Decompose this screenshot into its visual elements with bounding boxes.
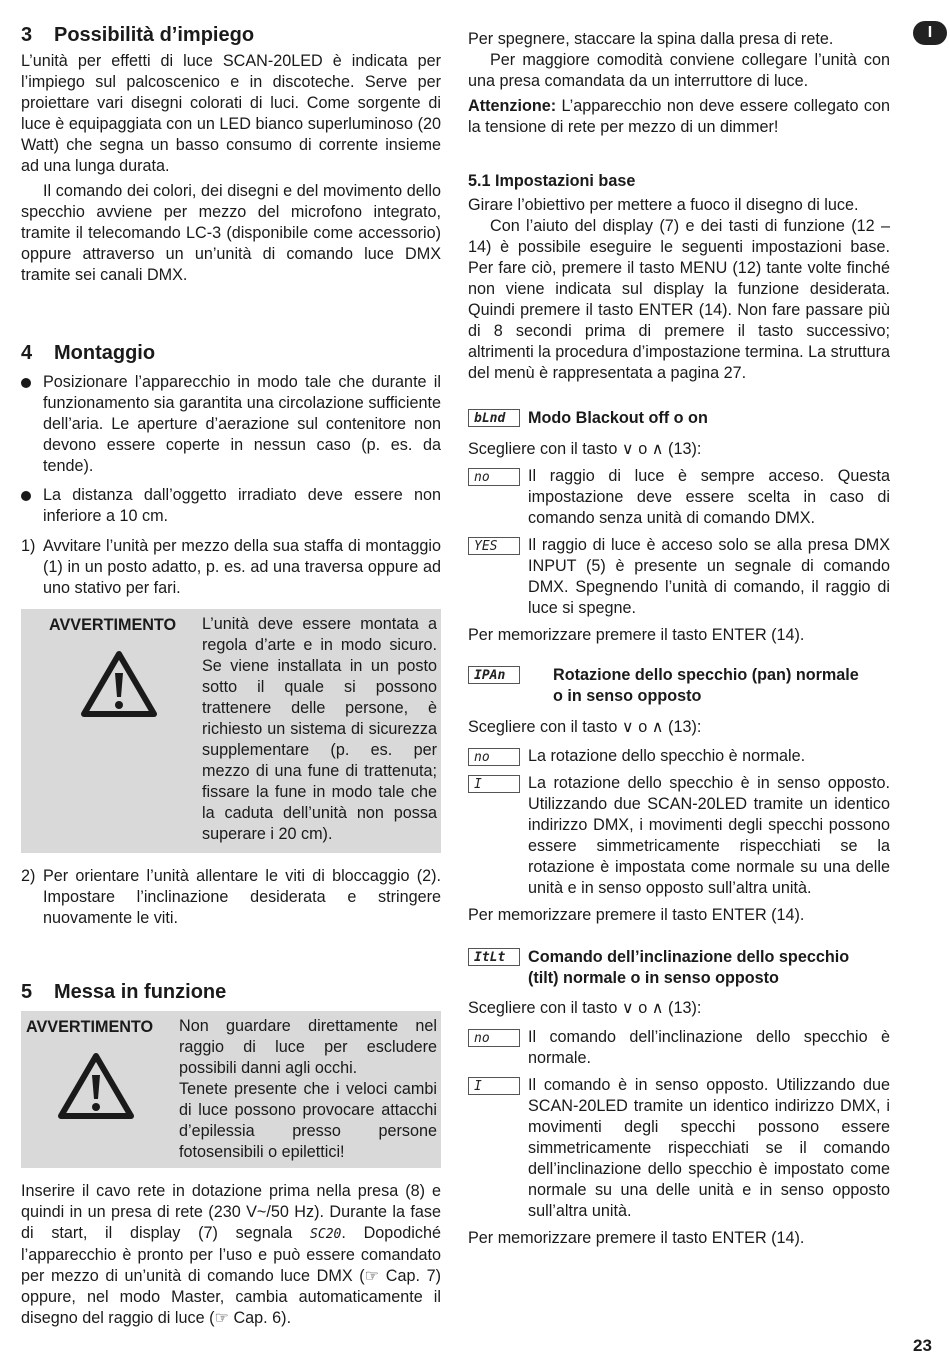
warning-text: L’unità deve essere montata a regola d’arte e in modo sicuro. Se viene installata in un posto sotto il quale si possono trattenere delle persone, è richiesto un sistema di sicurezza supplementare (p. es. per mezzo di una fune di trattenuta; fissare la fune in modo tale che la caduta dell’unità non possa superare i 20 cm). xyxy=(202,615,437,843)
sec5-paragraph-1: Inserire il cavo rete in dotazione prima nella presa (8) e quindi in un presa di rete (230 V~/50 Hz). Durante la fase di start, il display (7) segnala SC20. Dopodiché l’apparecchio è pronto per l’uso e può essere comandato per mezzo di un’unità di comando luce DMX (☞ Cap. 7) oppure, nel modo Master, cambia automaticamente il disegno del raggio di luce (☞ Cap. 6). xyxy=(21,1182,441,1327)
bullet-dot-icon xyxy=(21,491,31,501)
section-3-heading: 3 Possibilità d’impiego xyxy=(21,24,255,46)
section-4-heading: 4 Montaggio xyxy=(21,342,156,364)
display-code: bLnd xyxy=(468,409,520,427)
sec3-paragraph-1: L’unità per effetti di luce SCAN-20LED è indicata per l’impiego sul palcoscenico e in discoteche. Serve per proiettare vari disegni colorati di luci. Come sorgente di luce è equipaggiata con un LED bianco superluminoso (20 Watt) che segna un basso consumo di corrente insieme ad una lunga durata. xyxy=(21,52,441,175)
mounting-warning-box xyxy=(21,609,441,853)
attention-note: Attenzione: L’apparecchio non deve essere collegato con la tensione di rete per mezzo di un dimmer! xyxy=(468,97,890,136)
bullet-item: Posizionare l’apparecchio in modo tale che durante il funzionamento sia garantita una circolazione sufficiente dell’aria. Le aperture d’aerazione sul contenitore non devono essere coperte in nessun caso (p. es. da tende). xyxy=(21,372,441,477)
sec51-paragraph-2: Con l’aiuto del display (7) e dei tasti di funzione (12 – 14) è possibile eseguire le seguenti impostazioni base. Per fare ciò, premere il tasto MENU (12) tante volte finché non viene indicata sul display la funzione desiderata. Quindi premere il tasto ENTER (14). Non fare passare più di 8 secondi prima di premere il tasto successivo; altrimenti la procedura d’impostazione termina. La struttura del menù è rappresentata a pagina 27. xyxy=(468,217,890,382)
bullet-item: La distanza dall’oggetto irradiato deve essere non inferiore a 10 cm. xyxy=(21,485,441,527)
warning-triangle-icon xyxy=(56,1051,136,1121)
choose-instruction: Scegliere con il tasto ∨ o ∧ (13): xyxy=(468,999,702,1017)
language-tab: I xyxy=(913,21,947,45)
sec5-paragraph-2: Per maggiore comodità conviene collegare l’unità con una presa comandata da un interruttore di luce. xyxy=(468,51,890,90)
choose-instruction: Scegliere con il tasto ∨ o ∧ (13): xyxy=(468,440,702,458)
bullet-dot-icon xyxy=(21,378,31,388)
right-column xyxy=(468,22,890,1249)
option-item: no Il raggio di luce è sempre acceso. Questa impostazione deve essere scelta in caso di comando senza unità di comando DMX. xyxy=(468,466,890,529)
sec5-spegnere: Per spegnere, staccare la spina dalla presa di rete. xyxy=(468,30,834,48)
pan-heading: IPAn Rotazione dello specchio (pan) normale o in senso opposto xyxy=(468,665,890,707)
left-column xyxy=(21,22,441,1329)
section-5-1-heading: 5.1 Impostazioni base xyxy=(468,172,636,190)
option-item: no La rotazione dello specchio è normale. xyxy=(468,746,890,767)
sec51-paragraph-1: Girare l’obiettivo per mettere a fuoco il disegno di luce. xyxy=(468,196,859,214)
display-code: no xyxy=(468,748,520,766)
sec3-paragraph-2: Il comando dei colori, dei disegni e del movimento dello specchio avviene per mezzo del microfono integrato, tramite il telecomando LC-3 (disponibile come accessorio) oppure attraverso un un’unità di comando luce DMX tramite sei canali DMX. xyxy=(21,182,441,284)
step-2: 2) Per orientare l’unità allentare le viti di bloccaggio (2). Impostare l’inclinazione desiderata e stringere nuovamente le viti. xyxy=(21,867,441,927)
display-code: IPAn xyxy=(468,666,520,684)
page-number: 23 xyxy=(913,1336,932,1355)
warning-label: AVVERTIMENTO xyxy=(26,1018,154,1036)
store-instruction: Per memorizzare premere il tasto ENTER (14). xyxy=(468,906,805,924)
display-code: I xyxy=(468,775,520,793)
step-1: 1) Avvitare l’unità per mezzo della sua staffa di montaggio (1) in un posto adatto, p. es. ad una traversa oppure ad uno stativo per fari. xyxy=(21,537,441,597)
store-instruction: Per memorizzare premere il tasto ENTER (14). xyxy=(468,1229,805,1247)
store-instruction: Per memorizzare premere il tasto ENTER (14). xyxy=(468,626,805,644)
display-code: no xyxy=(468,1029,520,1047)
display-code: YES xyxy=(468,537,520,555)
display-readout: SC20 xyxy=(310,1227,342,1242)
tilt-heading: ItLt Comando dell’inclinazione dello specchio (tilt) normale o in senso opposto xyxy=(468,947,890,989)
choose-instruction: Scegliere con il tasto ∨ o ∧ (13): xyxy=(468,718,702,736)
section-5-heading: 5 Messa in funzione xyxy=(21,981,227,1003)
option-item: I Il comando è in senso opposto. Utilizzando due SCAN-20LED tramite un identico indirizzo DMX, i movimenti degli specchi possono essere simmetricamente rispecchiati se il comando dell’inclinazione dello specchio è impostato come normale su una delle unità e in senso opposto sull’altra unità. xyxy=(468,1075,890,1222)
display-code: I xyxy=(468,1077,520,1095)
option-item: I La rotazione dello specchio è in senso opposto. Utilizzando due SCAN-20LED tramite un identico indirizzo DMX, i movimenti degli specchi possono essere simmetricamente rispecchiati se la rotazione è impostata come normale su una delle unità e in senso opposto sull’altra unità. xyxy=(468,773,890,899)
warning-label: AVVERTIMENTO xyxy=(49,616,177,634)
blackout-heading: bLnd Modo Blackout off o on xyxy=(468,408,890,429)
option-item: YES Il raggio di luce è acceso solo se alla presa DMX INPUT (5) è presente un segnale di comando DMX. Spegnendo l’unità di comando, il raggio di luce si spegne. xyxy=(468,535,890,619)
operation-warning-box xyxy=(21,1011,441,1168)
warning-text: Non guardare direttamente nel raggio di luce per escludere possibili danni agli occhi. Tenete presente che i veloci cambi di luce possono provocare attacchi d’epilessia presso persone fotosensibili o epilettici! xyxy=(179,1017,437,1161)
warning-triangle-icon xyxy=(79,649,159,719)
option-item: no Il comando dell’inclinazione dello specchio è normale. xyxy=(468,1027,890,1069)
display-code: no xyxy=(468,468,520,486)
display-code: ItLt xyxy=(468,948,520,966)
